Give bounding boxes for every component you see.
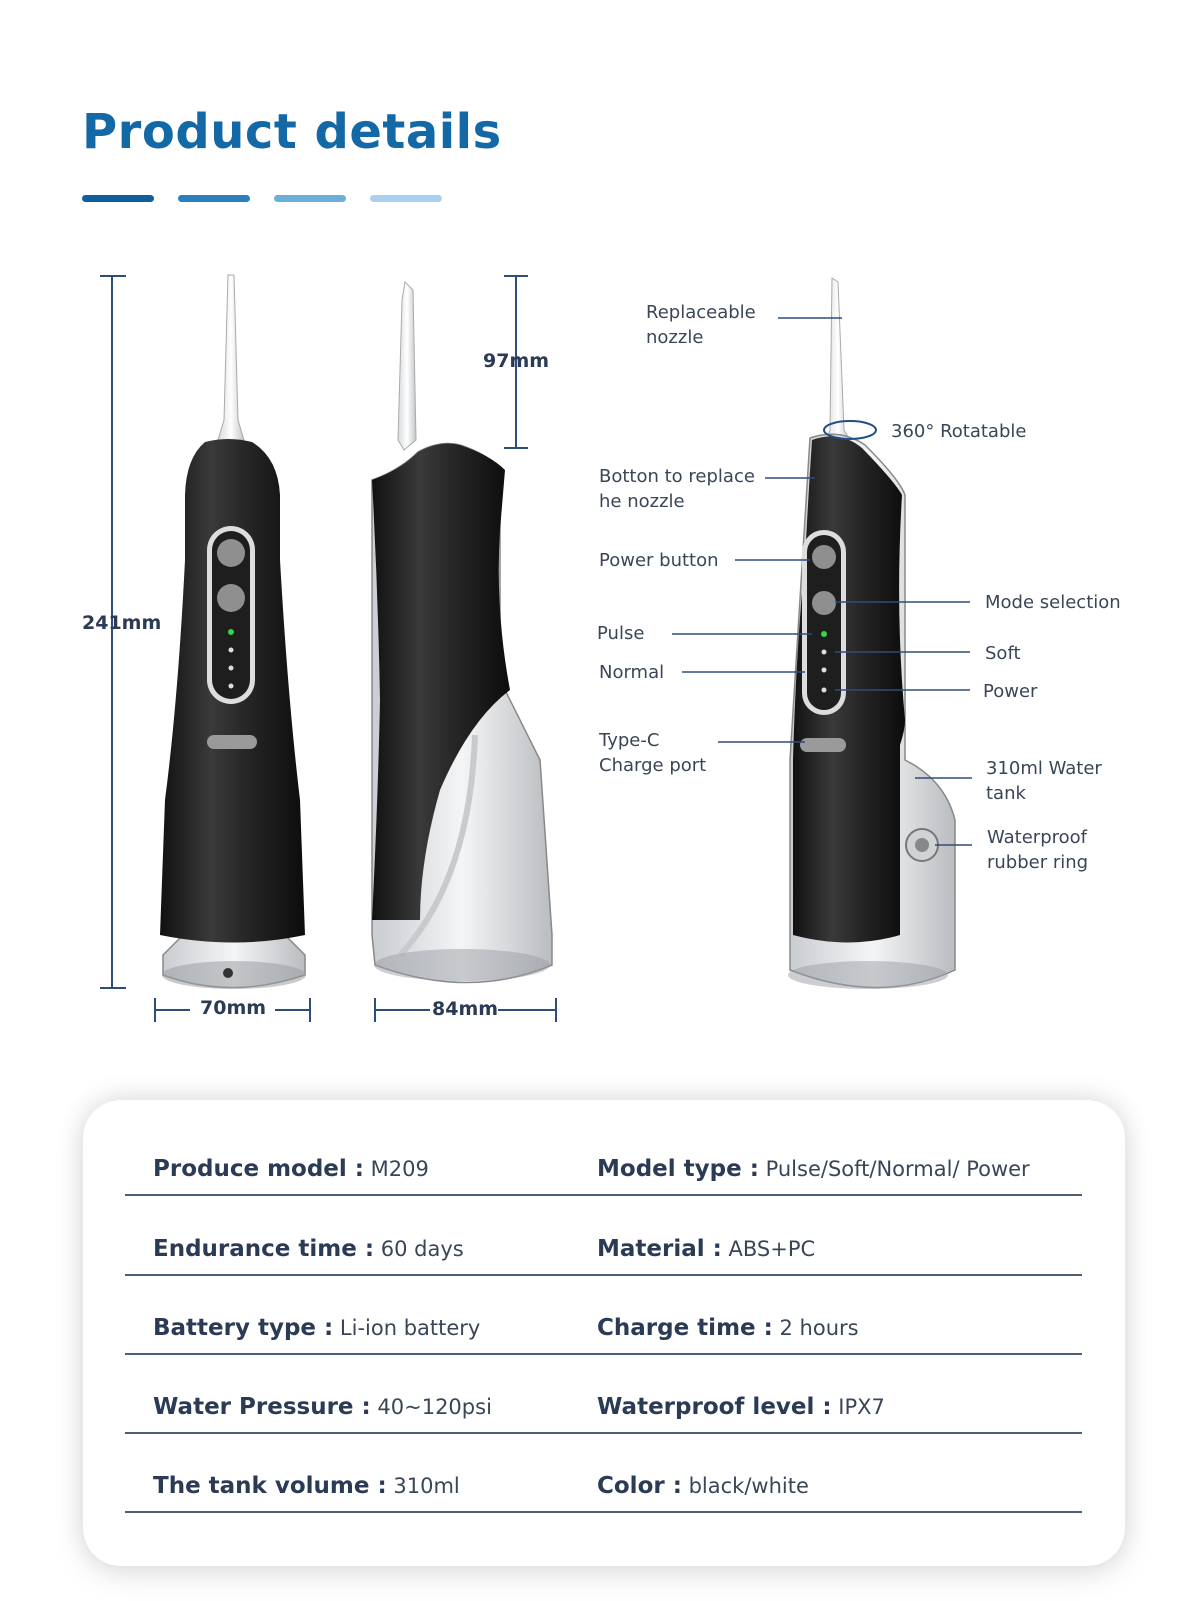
callout-rubber-ring: Waterproof rubber ring — [987, 827, 1089, 873]
dimension-nozzle-label: 97mm — [483, 350, 550, 372]
spec-value: 310ml — [386, 1474, 460, 1498]
spec-cell — [153, 1394, 492, 1420]
spec-value: 40~120psi — [370, 1395, 492, 1419]
spec-row — [125, 1194, 1082, 1276]
spec-key: Color : — [597, 1473, 682, 1499]
spec-key: The tank volume : — [153, 1473, 387, 1499]
spec-value: Pulse/Soft/Normal/ Power — [758, 1157, 1030, 1181]
spec-key: Material : — [597, 1236, 722, 1262]
spec-value: Li-ion battery — [333, 1316, 481, 1340]
callout-rotatable: 360° Rotatable — [891, 421, 1027, 442]
callout-power-button: Power button — [599, 550, 719, 571]
callout-normal: Normal — [599, 662, 665, 683]
dimension-front-width-label: 70mm — [200, 997, 267, 1019]
spec-row — [125, 1352, 1082, 1434]
spec-cell — [597, 1156, 1030, 1182]
spec-key: Produce model : — [153, 1156, 364, 1182]
device-side-view — [372, 282, 552, 983]
spec-key: Water Pressure : — [153, 1394, 371, 1420]
spec-row — [125, 1273, 1082, 1355]
spec-value: black/white — [681, 1474, 809, 1498]
spec-key: Charge time : — [597, 1315, 773, 1341]
spec-cell — [153, 1473, 460, 1499]
spec-key: Endurance time : — [153, 1236, 375, 1262]
device-front-view — [160, 275, 306, 989]
callout-pulse: Pulse — [597, 623, 645, 644]
spec-value: 60 days — [374, 1237, 464, 1261]
dimension-side-width-label: 84mm — [432, 998, 499, 1020]
callout-charge-port: Type-C Charge port — [599, 730, 707, 776]
spec-cell — [153, 1315, 480, 1341]
callout-replace-button: Botton to replace he nozzle — [599, 466, 755, 512]
spec-card — [83, 1100, 1125, 1566]
spec-cell — [153, 1236, 464, 1262]
callout-nozzle: Replaceable nozzle — [646, 302, 756, 348]
callout-power: Power — [983, 681, 1038, 702]
spec-value: 2 hours — [772, 1316, 859, 1340]
callout-water-tank: 310ml Water tank — [986, 758, 1102, 804]
spec-value: M209 — [364, 1157, 429, 1181]
callout-mode-selection: Mode selection — [985, 592, 1121, 613]
device-labeled-view — [788, 278, 955, 989]
spec-cell — [153, 1156, 429, 1182]
spec-cell — [597, 1473, 809, 1499]
dimension-height-label: 241mm — [82, 612, 162, 634]
spec-key: Battery type : — [153, 1315, 334, 1341]
spec-key: Waterproof level : — [597, 1394, 832, 1420]
spec-cell — [597, 1394, 885, 1420]
page-title: Product details — [82, 104, 502, 160]
spec-row — [125, 1431, 1082, 1513]
callout-soft: Soft — [985, 643, 1021, 664]
spec-cell — [597, 1236, 815, 1262]
spec-key: Model type : — [597, 1156, 759, 1182]
spec-value: ABS+PC — [721, 1237, 816, 1261]
spec-cell — [597, 1315, 859, 1341]
spec-value: IPX7 — [831, 1395, 885, 1419]
spec-row — [125, 1114, 1082, 1196]
